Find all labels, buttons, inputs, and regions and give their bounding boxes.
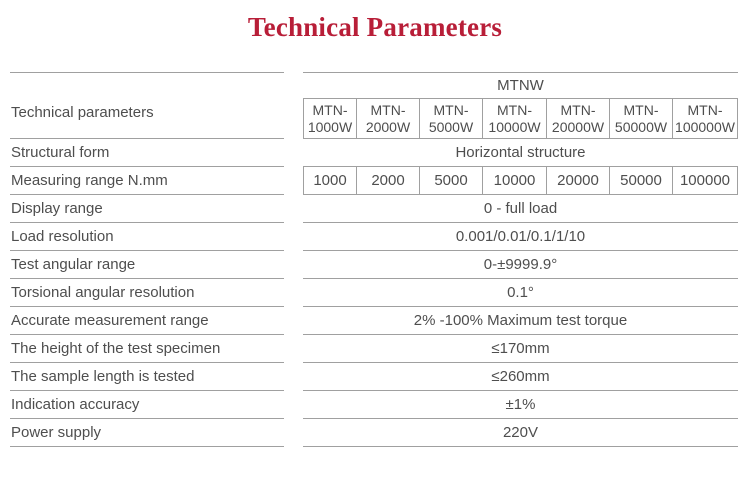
series-header: MTNW bbox=[303, 73, 738, 99]
model-col-mtn-10000w: MTN-10000W bbox=[483, 99, 547, 138]
range-cell-50000: 50000 bbox=[610, 167, 673, 194]
param-label-measuring-range: Measuring range N.mm bbox=[10, 167, 284, 195]
param-label-torsional-angular-resolution: Torsional angular resolution bbox=[10, 279, 284, 307]
model-col-mtn-50000w: MTN-50000W bbox=[610, 99, 673, 138]
param-label-indication-accuracy: Indication accuracy bbox=[10, 391, 284, 419]
model-col-mtn-5000w: MTN-5000W bbox=[420, 99, 483, 138]
value-torsional-angular-resolution: 0.1° bbox=[303, 279, 738, 307]
range-cell-1000: 1000 bbox=[304, 167, 357, 194]
parameter-name-column bbox=[10, 72, 284, 447]
value-load-resolution: 0.001/0.01/0.1/1/10 bbox=[303, 223, 738, 251]
param-label-load-resolution: Load resolution bbox=[10, 223, 284, 251]
range-cell-20000: 20000 bbox=[547, 167, 610, 194]
parameter-value-column bbox=[303, 72, 738, 447]
range-cell-100000: 100000 bbox=[673, 167, 738, 194]
page-title: Technical Parameters bbox=[247, 12, 503, 42]
value-structural-form: Horizontal structure bbox=[303, 139, 738, 167]
value-power-supply: 220V bbox=[303, 419, 738, 447]
value-display-range: 0 - full load bbox=[303, 195, 738, 223]
measuring-range-row bbox=[303, 167, 738, 195]
param-header: Technical parameters bbox=[10, 73, 284, 139]
param-label-sample-length: The sample length is tested bbox=[10, 363, 284, 391]
param-label-display-range: Display range bbox=[10, 195, 284, 223]
param-label-power-supply: Power supply bbox=[10, 419, 284, 447]
value-accurate-measurement-range: 2% -100% Maximum test torque bbox=[303, 307, 738, 335]
param-label-accurate-measurement-range: Accurate measurement range bbox=[10, 307, 284, 335]
model-col-mtn-1000w: MTN-1000W bbox=[304, 99, 357, 138]
param-label-test-angular-range: Test angular range bbox=[10, 251, 284, 279]
param-label-specimen-height: The height of the test specimen bbox=[10, 335, 284, 363]
value-sample-length: ≤260mm bbox=[303, 363, 738, 391]
range-cell-2000: 2000 bbox=[357, 167, 420, 194]
value-indication-accuracy: ±1% bbox=[303, 391, 738, 419]
model-col-mtn-20000w: MTN-20000W bbox=[547, 99, 610, 138]
model-header-row bbox=[303, 99, 738, 139]
value-specimen-height: ≤170mm bbox=[303, 335, 738, 363]
model-col-mtn-100000w: MTN-100000W bbox=[673, 99, 738, 138]
range-cell-10000: 10000 bbox=[483, 167, 547, 194]
model-col-mtn-2000w: MTN-2000W bbox=[357, 99, 420, 138]
range-cell-5000: 5000 bbox=[420, 167, 483, 194]
value-test-angular-range: 0-±9999.9° bbox=[303, 251, 738, 279]
param-label-structural-form: Structural form bbox=[10, 139, 284, 167]
